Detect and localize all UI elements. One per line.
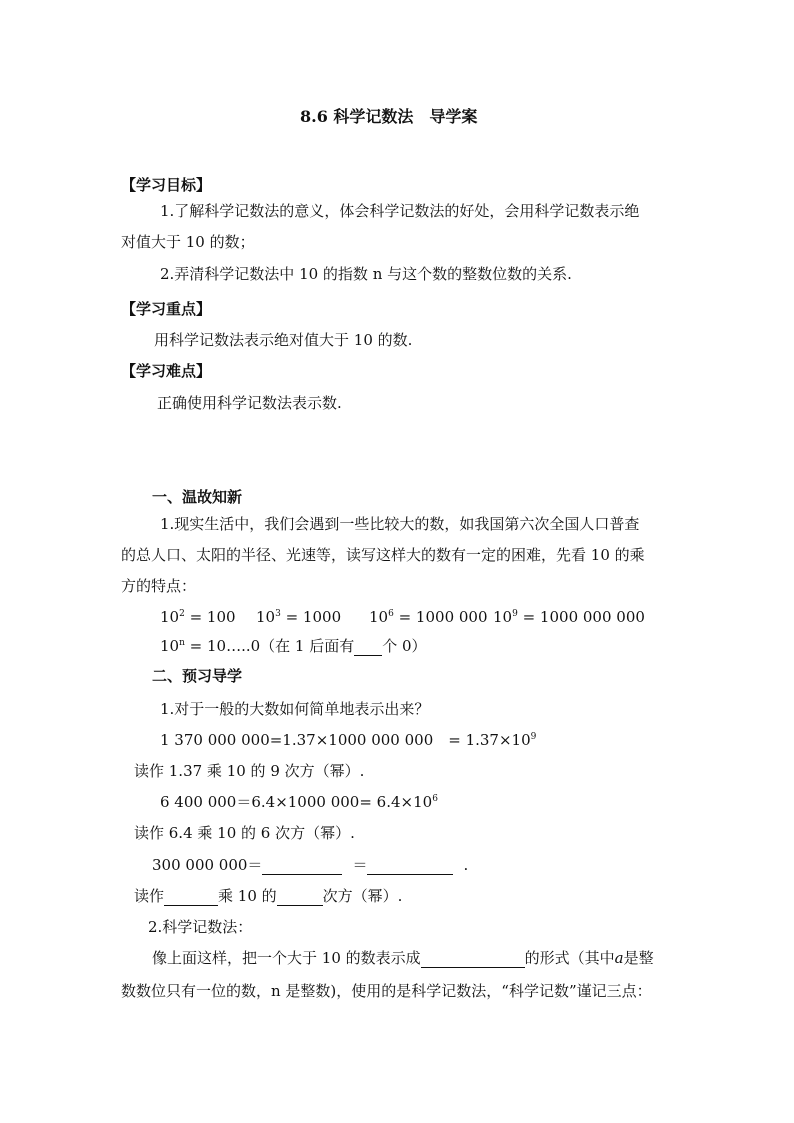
section2-q2: 2.科学记数法： bbox=[148, 918, 253, 936]
focus-text: 用科学记数法表示绝对值大于 10 的数. bbox=[154, 331, 413, 349]
goals-item1-line1: 1.了解科学记数法的意义，体会科学记数法的好处，会用科学记数表示绝 bbox=[160, 202, 640, 220]
power-item: $10^6 = 1000$ 000 bbox=[369, 608, 488, 626]
definition-blank[interactable] bbox=[421, 951, 525, 968]
reading-blank-1[interactable] bbox=[164, 889, 218, 906]
example2-reading: 读作 6.4 乘 10 的 6 次方（幂）. bbox=[134, 824, 355, 842]
section2-heading: 二、预习导学 bbox=[152, 667, 243, 685]
goals-heading: 【学习目标】 bbox=[121, 176, 212, 194]
goals-item1-line2: 对值大于 10 的数； bbox=[121, 233, 255, 251]
power-item: $10^3 = 1000$ bbox=[256, 608, 342, 626]
focus-heading: 【学习重点】 bbox=[121, 300, 212, 318]
section2-q1: 1.对于一般的大数如何简单地表示出来？ bbox=[160, 700, 430, 718]
example1-reading: 读作 1.37 乘 10 的 9 次方（幂）. bbox=[134, 762, 365, 780]
example2: 6 400 000＝6.4×1000 $000= 6.4\times 10^6$ bbox=[160, 793, 438, 811]
section1-heading: 一、温故知新 bbox=[152, 488, 243, 506]
power-item: $10^9 = 1000$ 000 000 bbox=[493, 608, 645, 626]
example3-reading: 读作 乘 10 的 次方（幂）. bbox=[134, 887, 403, 905]
reading-blank-2[interactable] bbox=[277, 889, 323, 906]
example3-blank-2[interactable] bbox=[367, 858, 453, 875]
page-title: 8.6 科学记数法 导学案 bbox=[300, 107, 478, 126]
section1-p1-line1: 1.现实生活中，我们会遇到一些比较大的数，如我国第六次全国人口普查 bbox=[160, 515, 640, 533]
example3: 300 000 000＝ ＝ . bbox=[152, 856, 469, 874]
definition-line2: 数数位只有一位的数，n 是整数)，使用的是科学记数法，“科学记数”谨记三点： bbox=[121, 982, 652, 1000]
power-general: $10^n$ = 10…..0（在 1 后面有 个 0） bbox=[160, 637, 427, 655]
section1-p1-line3: 方的特点： bbox=[121, 577, 197, 595]
goals-item2: 2.弄清科学记数法中 10 的指数 n 与这个数的整数位数的关系. bbox=[160, 265, 572, 283]
example3-blank-1[interactable] bbox=[262, 858, 342, 875]
power-item: $10^2 = 100$ bbox=[160, 608, 236, 626]
definition-line1: 像上面这样，把一个大于 10 的数表示成 的形式（其中a是整 bbox=[152, 949, 654, 967]
example1: 1 370 000 000=1.37×1000 000 000 = $1.37\times 10^9$ bbox=[160, 731, 537, 749]
section1-p1-line2: 的总人口、太阳的半径、光速等，读写这样大的数有一定的困难，先看 10 的乘 bbox=[121, 546, 645, 564]
zeros-blank[interactable] bbox=[354, 639, 382, 656]
difficulty-heading: 【学习难点】 bbox=[121, 362, 212, 380]
difficulty-text: 正确使用科学记数法表示数. bbox=[157, 394, 342, 412]
